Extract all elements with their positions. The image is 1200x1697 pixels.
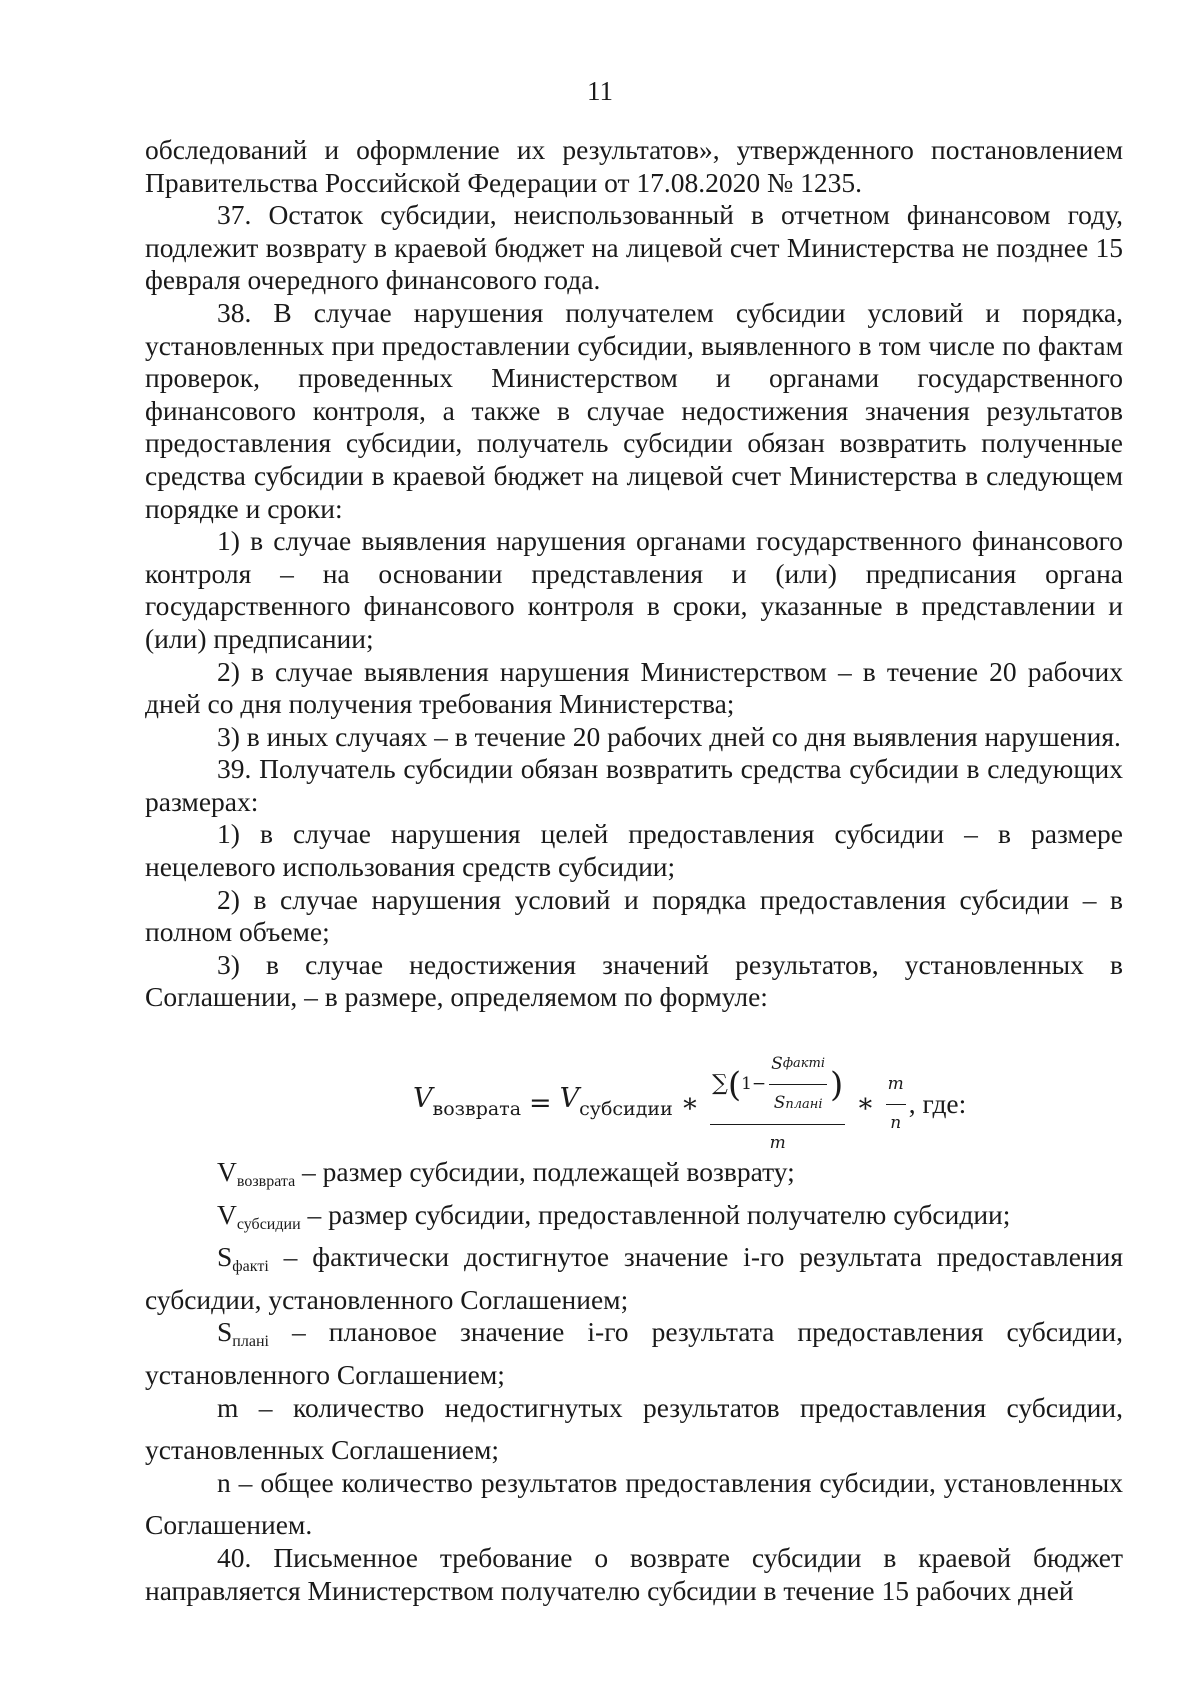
formula-sum-fraction: ∑ ( 1 − S факт i Sпланi ) m bbox=[710, 1048, 845, 1160]
formula-v-return: $V_{возврата}$ bbox=[413, 1082, 522, 1120]
paragraph-39: 39. Получатель субсидии обязан возвратить средства субсидии в следующих размерах: bbox=[145, 753, 1123, 817]
document-body bbox=[145, 134, 1123, 1607]
definition-s-fact: Sфактi – фактически достигнутое значение i-го результата предоставления субсидии, установленного Соглашением; bbox=[145, 1241, 1123, 1315]
formula-times-2: ∗ bbox=[856, 1087, 875, 1119]
page-number: 11 bbox=[587, 76, 613, 106]
formula-sigma: ∑ bbox=[712, 1071, 728, 1097]
paragraph-39-item-3: 3) в случае недостижения значений результатов, установленных в Соглашении, – в размере, определяемом по формуле: bbox=[145, 948, 1123, 1013]
formula-v-subsidy: $V_{субсидии}$ bbox=[559, 1082, 673, 1120]
definition-v-subsidy: Vсубсидии – размер субсидии, предоставленной получателю субсидии; bbox=[217, 1198, 1011, 1233]
paragraph-39-item-1: 1) в случае нарушения целей предоставления субсидии – в размере нецелевого использования средств субсидии; bbox=[145, 818, 1123, 883]
formula-block bbox=[145, 1014, 1123, 1156]
paragraph-38: 38. В случае нарушения получателем субсидии условий и порядка, установленных при предоставлении субсидии, выявленного в том числе по фактам проверок, проведенных Министерством и органами государственного финансового контроля, а также в случае недостижения значения результатов предоставления субсидии, получатель субсидии обязан возвратить полученные средства субсидии в краевой бюджет на лицевой счет Министерства в следующем порядке и сроки: bbox=[145, 296, 1123, 524]
definition-m: m – количество недостигнутых результатов предоставления субсидии, установленных Соглашением; bbox=[145, 1391, 1123, 1466]
paragraph-38-item-1: 1) в случае выявления нарушения органами государственного финансового контроля – на основании представления и (или) предписания органа государственного финансового контроля в сроки, указанные в представлении и (или) предписании; bbox=[145, 525, 1123, 654]
paragraph-continuation: обследований и оформление их результатов», утвержденного постановлением Правительства Российской Федерации от 17.08.2020 № 1235. bbox=[145, 134, 1123, 198]
paragraph-38-item-3: 3) в иных случаях – в течение 20 рабочих дней со дня выявления нарушения. bbox=[217, 720, 1121, 752]
paragraph-37: 37. Остаток субсидии, неиспользованный в отчетном финансовом году, подлежит возврату в краевой бюджет на лицевой счет Министерства не позднее 15 февраля очередного финансового года. bbox=[145, 199, 1123, 296]
formula-times: ∗ bbox=[680, 1087, 700, 1119]
paragraph-38-item-2: 2) в случае выявления нарушения Министерством – в течение 20 рабочих дней со дня получения требования Министерства; bbox=[145, 655, 1123, 720]
formula-equals: = bbox=[529, 1087, 552, 1119]
formula-trail: , где: bbox=[908, 1087, 967, 1119]
paragraph-39-item-2: 2) в случае нарушения условий и порядка предоставления субсидии – в полном объеме; bbox=[145, 883, 1123, 948]
definition-s-plan: Sпланi – плановое значение i-го результата предоставления субсидии, установленного Соглашением; bbox=[145, 1316, 1123, 1390]
paragraph-40: 40. Письменное требование о возврате субсидии в краевой бюджет направляется Министерством получателю субсидии в течение 15 рабочих дней bbox=[145, 1541, 1123, 1606]
formula-m-over-n: $\frac{m}{n}$ bbox=[886, 1068, 906, 1139]
definition-v-return: Vвозврата – размер субсидии, подлежащей возврату; bbox=[217, 1156, 795, 1191]
return-formula bbox=[413, 1048, 966, 1160]
formula-ratio: S факт i Sпланi bbox=[769, 1048, 827, 1121]
definition-n: n – общее количество результатов предоставления субсидии, установленных Соглашением. bbox=[145, 1466, 1123, 1541]
